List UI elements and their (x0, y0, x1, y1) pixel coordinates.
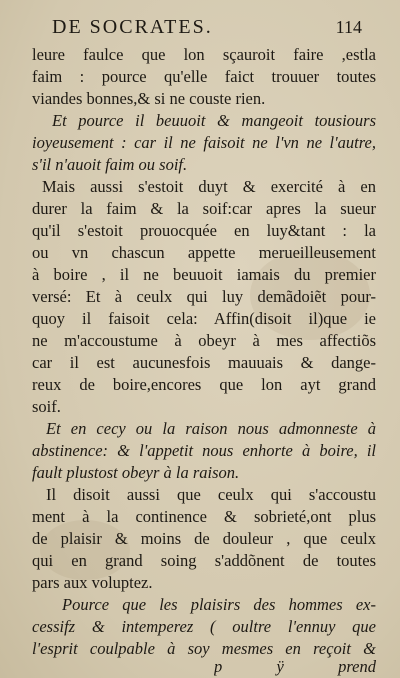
text-line: leure faulce que lon sçauroit faire ,estla (32, 45, 376, 64)
running-head: DE SOCRATES. (52, 16, 213, 38)
text-line: Et en cecy ou la raison nous admonneste à (46, 419, 376, 438)
text-line: reux de boire,encores que lon ayt grand (32, 375, 376, 394)
text-line: qui en grand soing s'addõnent de toutes (32, 551, 376, 570)
text-line: de plaisir & moins de douleur , que ceulx (32, 529, 376, 548)
text-line: durer la faim & la soif:car apres la sueur (32, 199, 376, 218)
text-line: Mais aussi s'estoit duyt & exercité à en (42, 177, 376, 196)
text-line: faim : pource qu'elle faict trouuer toutes (32, 67, 376, 86)
text-line: Et pource il beuuoit & mangeoit tousiours (52, 111, 376, 130)
text-line: Il disoit aussi que ceulx qui s'accoustu (46, 485, 376, 504)
text-line: ne m'accoustume à obeyr à mes affectiõs (32, 331, 376, 350)
text-line: fault plustost obeyr à la raison. (32, 463, 240, 482)
text-line: ioyeusement : car il ne faisoit ne l'vn ne l'autre, (32, 133, 376, 152)
text-line: pars aux voluptez. (32, 573, 153, 592)
text-line: cessifz & intemperez ( oultre l'ennuy que (32, 617, 376, 636)
text-line: ment à la continence & sobrieté,ont plus (32, 507, 376, 526)
text-line: s'il n'auoit faim ou soif. (32, 155, 188, 174)
text-line: Pource que les plaisirs des hommes ex- (62, 595, 376, 614)
text-line: soif. (32, 397, 61, 416)
text-line: car il est aucunesfois mauuais & dange- (32, 353, 376, 372)
page-number: 114 (335, 17, 362, 37)
text-line: quoy il faisoit cela: Affin(disoit il)que ie (32, 309, 376, 328)
text-line: ou vn chascun appette merueilleusement (32, 243, 376, 262)
text-line: qu'il s'estoit prouocquée en luy&tant : la (32, 221, 376, 240)
text-line: versé: Et à ceulx qui luy demãdoiẽt pour- (32, 287, 376, 306)
text-line: à boire , il ne beuuoit iamais du premier (32, 265, 376, 284)
text-line: l'esprit coulpable à soy mesmes en reçoit & (32, 639, 376, 658)
catchword-line: p ÿ prend (214, 657, 376, 676)
text-line: abstinence: & l'appetit nous enhorte à boire, il (32, 441, 376, 460)
text-line: viandes bonnes,& si ne couste rien. (32, 89, 266, 108)
